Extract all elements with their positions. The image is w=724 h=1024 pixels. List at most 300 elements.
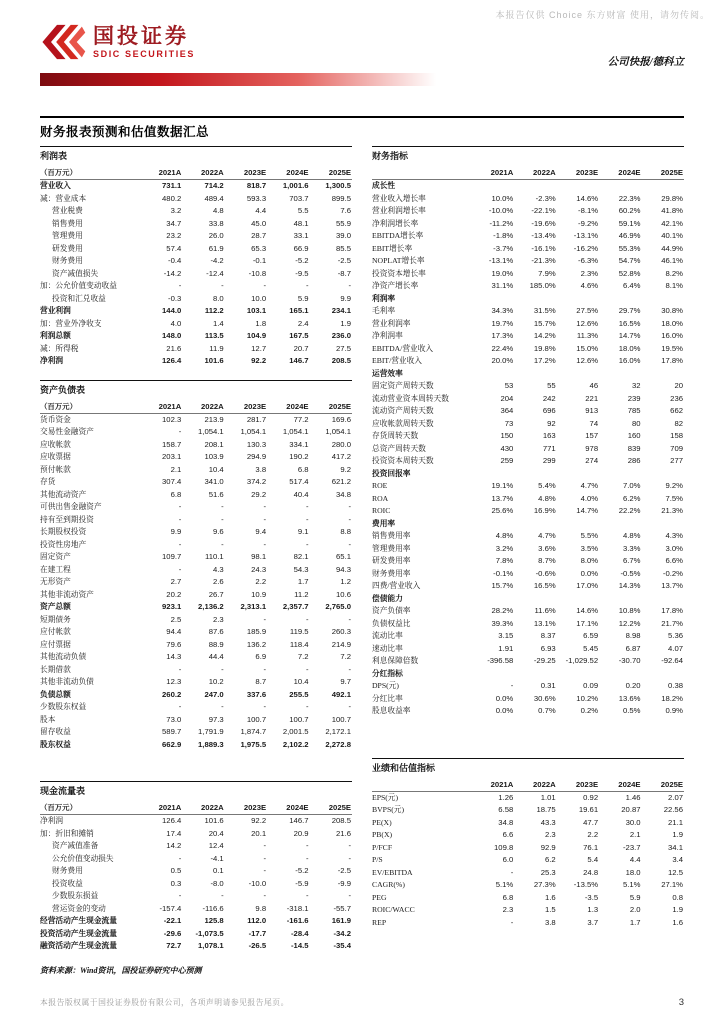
row-value: 101.6 <box>204 816 224 825</box>
row-value: 0.8 <box>672 892 683 902</box>
row-value: -9.2% <box>578 218 599 228</box>
table-row <box>372 193 684 206</box>
row-value: 1.26 <box>498 792 514 802</box>
table-row <box>372 630 684 643</box>
row-value: 10.4 <box>293 677 309 686</box>
row-value: 52.8% <box>618 268 641 278</box>
row-value: 26.0 <box>208 231 224 240</box>
section-label: 投资回报率 <box>372 468 411 478</box>
table-row <box>40 205 352 218</box>
row-value: 260.3 <box>331 627 351 636</box>
table-row <box>372 405 684 418</box>
row-value: 40.1% <box>661 231 683 240</box>
row-value: 21.6 <box>336 828 351 838</box>
row-value: 55.9 <box>336 218 351 228</box>
row-label: 固定资产周转天数 <box>372 381 434 390</box>
page-number: 3 <box>678 997 684 1008</box>
table-row <box>372 804 684 817</box>
row-value: 88.9 <box>208 639 224 649</box>
row-value: 28.7 <box>251 231 267 240</box>
table-row <box>372 343 684 356</box>
row-value: 14.6% <box>576 606 599 615</box>
row-label: 管理费用 <box>52 231 83 240</box>
row-value: 1,300.5 <box>325 181 351 190</box>
table-row <box>372 305 684 318</box>
row-label: 分红比率 <box>372 693 403 703</box>
row-value: 48.1 <box>293 218 309 228</box>
row-value: 2.2 <box>255 577 267 586</box>
row-value: 1.46 <box>625 792 641 802</box>
row-label: CAGR(%) <box>372 880 405 889</box>
row-value: -318.1 <box>286 903 309 913</box>
table-row <box>40 355 352 368</box>
table-row <box>372 243 684 256</box>
row-label: 加：营业外净收支 <box>40 318 102 328</box>
row-value: 4.8 <box>213 206 224 215</box>
row-value: -22.1% <box>531 206 556 215</box>
row-value: 480.2 <box>162 193 182 203</box>
brand-name: 国投证券 <box>93 24 189 48</box>
row-value: - <box>348 702 351 711</box>
table-years-row <box>40 400 352 414</box>
row-value: 9.7 <box>340 677 351 686</box>
row-value: 12.4 <box>208 841 224 850</box>
table-years-row <box>372 166 684 180</box>
year-header: 2025E <box>310 400 352 414</box>
row-value: 54.7% <box>618 256 641 265</box>
row-value: 14.2 <box>166 841 182 850</box>
table-row <box>40 330 352 343</box>
row-value: 430 <box>500 443 514 453</box>
table-row <box>40 701 352 714</box>
row-value: 112.2 <box>204 306 224 315</box>
table-row <box>372 705 684 718</box>
row-value: 65.3 <box>251 243 267 253</box>
left-column <box>40 146 352 976</box>
row-value: - <box>221 664 224 674</box>
row-value: 8.0% <box>580 556 599 565</box>
row-value: 22.3% <box>618 193 641 203</box>
row-value: 17.2% <box>533 356 556 365</box>
row-value: 7.8% <box>495 556 514 565</box>
table-row <box>40 940 352 953</box>
row-value: 492.1 <box>331 689 351 699</box>
table-row <box>40 255 352 268</box>
row-value: 4.0% <box>580 493 599 503</box>
row-value: 34.8 <box>498 817 514 827</box>
year-header: 2021A <box>472 778 514 792</box>
row-value: 4.0 <box>170 318 182 328</box>
row-value: 16.9% <box>533 506 556 515</box>
row-value: 22.4% <box>491 343 514 353</box>
row-value: 10.6 <box>336 589 351 599</box>
table-row <box>372 693 684 706</box>
table-unit: （百万元） <box>40 801 140 815</box>
row-value: - <box>178 564 182 574</box>
table-row <box>40 268 352 281</box>
table-row <box>372 817 684 830</box>
row-label: ROA <box>372 493 389 503</box>
table-row <box>40 280 352 293</box>
table-section-row <box>372 593 684 606</box>
row-value: 12.7 <box>251 343 267 353</box>
row-value: -10.8 <box>248 268 267 278</box>
row-value: -2.5 <box>337 866 351 875</box>
row-value: 118.4 <box>289 639 309 649</box>
row-value: 978 <box>585 443 599 453</box>
row-value: 18.0 <box>625 867 641 877</box>
table-years-row <box>372 778 684 792</box>
row-label: 存货周转天数 <box>372 431 419 440</box>
table-row <box>40 739 352 752</box>
row-value: -0.1% <box>493 568 514 578</box>
row-value: 4.8% <box>538 493 556 503</box>
row-label: 投资资本周转天数 <box>372 456 434 465</box>
row-value: 274 <box>585 456 599 465</box>
row-value: 31.5% <box>533 306 556 315</box>
row-label: 投资性房地产 <box>40 539 87 549</box>
row-value: 7.6 <box>340 206 351 215</box>
row-value: 6.58 <box>498 805 514 814</box>
row-label: 可供出售金融资产 <box>40 502 102 511</box>
row-value: 2.07 <box>668 792 683 802</box>
row-value: 5.36 <box>668 631 683 640</box>
row-value: 1.7 <box>297 577 309 586</box>
row-value: 160 <box>627 431 641 440</box>
row-value: - <box>178 664 182 674</box>
table-title-row <box>40 782 352 802</box>
row-value: - <box>221 539 224 549</box>
row-value: -3.5 <box>584 892 599 902</box>
row-label: EBITDA/营业收入 <box>372 343 434 353</box>
row-value: 10.2% <box>576 693 599 703</box>
row-label: 应收帐款 <box>40 439 71 449</box>
table-section-row <box>372 368 684 381</box>
row-value: -13.1% <box>573 231 599 240</box>
table-row <box>372 505 684 518</box>
row-value: 17.8% <box>661 606 683 615</box>
table-row <box>40 614 352 627</box>
row-value: - <box>221 702 224 711</box>
row-value: 13.7% <box>491 493 514 503</box>
table-row <box>40 526 352 539</box>
table-row <box>40 689 352 702</box>
row-value: 899.5 <box>331 193 351 203</box>
row-value: 44.9% <box>661 243 683 253</box>
row-label: 净利润率 <box>372 331 403 340</box>
row-label: EV/EBITDA <box>372 867 413 877</box>
row-value: 9.2 <box>340 464 351 474</box>
row-value: 2.1 <box>170 464 182 474</box>
row-value: 1.9 <box>672 830 683 839</box>
row-value: 25.3 <box>540 867 556 877</box>
row-value: 0.31 <box>540 681 556 690</box>
table-title: 现金流量表 <box>40 782 352 802</box>
red-gradient-bar <box>40 73 436 86</box>
row-value: 79.6 <box>166 639 182 649</box>
row-value: 45.0 <box>251 218 267 228</box>
row-value: 14.6% <box>576 193 599 203</box>
row-label: 加：公允价值变动收益 <box>40 281 117 290</box>
table-row <box>40 664 352 677</box>
row-value: 14.7% <box>618 331 641 340</box>
row-value: 1,054.1 <box>282 427 309 436</box>
row-value: 6.87 <box>625 643 641 653</box>
row-value: 51.6 <box>208 489 224 499</box>
row-value: 489.4 <box>204 193 224 203</box>
row-value: 208.5 <box>331 816 351 825</box>
row-value: - <box>348 281 351 290</box>
row-label: 长期股权投资 <box>40 527 87 536</box>
row-value: 6.6 <box>502 830 514 839</box>
row-value: 5.5% <box>580 531 599 540</box>
table-row <box>40 193 352 206</box>
row-value: 2.3 <box>545 830 556 839</box>
row-label: 其他流动资产 <box>40 489 87 499</box>
row-value: 92.9 <box>540 842 556 852</box>
row-value: -8.0 <box>210 878 224 888</box>
row-value: 34.8 <box>336 489 351 499</box>
row-value: 6.0 <box>502 855 514 864</box>
table-row <box>372 791 684 804</box>
row-label: 股息收益率 <box>372 706 411 715</box>
row-label: BVPS(元) <box>372 805 405 814</box>
row-value: 15.7% <box>533 318 556 328</box>
table-row <box>372 530 684 543</box>
row-value: 76.1 <box>583 842 599 852</box>
row-value: 204 <box>500 393 514 403</box>
row-value: 119.5 <box>289 627 309 636</box>
row-value: 6.8 <box>297 464 309 474</box>
row-value: 6.4% <box>623 281 641 290</box>
row-value: 87.6 <box>208 627 224 636</box>
row-value: 731.1 <box>162 181 182 190</box>
year-header: 2023E <box>225 400 267 414</box>
row-value: -2.3% <box>535 193 556 203</box>
row-label: P/S <box>372 855 383 864</box>
table-row <box>40 476 352 489</box>
table-row <box>372 842 684 855</box>
row-value: 100.7 <box>246 714 267 724</box>
row-value: - <box>348 841 351 850</box>
row-value: - <box>348 614 351 624</box>
income-statement-table <box>40 146 352 368</box>
row-value: - <box>348 891 351 900</box>
row-value: -9.5 <box>295 268 309 278</box>
row-value: 20.4 <box>208 828 224 838</box>
row-value: 39.3% <box>491 618 514 628</box>
row-value: 13.7% <box>661 581 683 590</box>
row-label: 销售费用率 <box>372 531 411 540</box>
row-label: 应收票据 <box>40 452 71 461</box>
row-label: 其他流动负债 <box>40 652 87 661</box>
row-label: 预付帐款 <box>40 464 71 474</box>
row-value: 5.1% <box>495 880 514 889</box>
row-value: 4.6% <box>580 281 599 290</box>
row-value: 307.4 <box>162 477 182 486</box>
table-section-row <box>372 293 684 306</box>
row-label: 营业税费 <box>52 206 83 215</box>
content-columns <box>40 146 684 976</box>
table-row <box>372 580 684 593</box>
table-row <box>372 605 684 618</box>
row-value: -29.25 <box>533 656 556 665</box>
row-value: 5.5 <box>297 206 309 215</box>
row-value: 57.4 <box>166 243 182 253</box>
row-label: 营业收入 <box>40 181 71 190</box>
table-row <box>40 551 352 564</box>
row-label: 应收帐款周转天数 <box>372 418 434 428</box>
row-value: 16.5% <box>533 581 556 590</box>
row-label: 资产减值损失 <box>52 268 99 278</box>
row-value: - <box>305 841 309 850</box>
row-value: -2.5 <box>337 256 351 265</box>
row-value: - <box>348 664 351 674</box>
table-row <box>372 393 684 406</box>
row-value: - <box>305 702 309 711</box>
row-value: 55 <box>547 381 556 390</box>
table-row <box>372 680 684 693</box>
year-header: 2022A <box>514 778 556 792</box>
row-value: 1,889.3 <box>198 739 224 749</box>
row-value: 6.8 <box>170 489 182 499</box>
row-value: -55.7 <box>333 903 351 913</box>
table-row <box>40 426 352 439</box>
row-value: 31.1% <box>491 281 514 290</box>
row-value: -4.2 <box>210 256 224 265</box>
row-value: -157.4 <box>159 903 182 913</box>
row-value: 2,001.5 <box>282 727 309 736</box>
row-label: REP <box>372 917 387 927</box>
table-section-row <box>372 668 684 681</box>
row-label: 应付票据 <box>40 639 71 649</box>
year-header: 2025E <box>310 801 352 815</box>
row-value: 1.9 <box>340 318 351 328</box>
page-footer <box>40 997 684 1008</box>
table-row <box>372 430 684 443</box>
row-value: - <box>305 853 309 863</box>
row-label: 财务费用 <box>52 256 83 265</box>
row-label: 营业利润增长率 <box>372 206 426 215</box>
row-value: -1,073.5 <box>195 928 224 938</box>
table-row <box>40 815 352 828</box>
row-value: 28.2% <box>491 606 514 615</box>
row-value: 7.5% <box>665 493 683 503</box>
brand-logo <box>40 24 195 60</box>
row-label: 流动资产周转天数 <box>372 406 434 415</box>
row-label: 负债总额 <box>40 689 71 699</box>
row-value: 0.38 <box>668 681 683 690</box>
row-value: 185.0% <box>529 281 556 290</box>
year-header: 2025E <box>642 778 684 792</box>
year-header: 2021A <box>140 801 182 815</box>
row-value: 17.1% <box>576 618 599 628</box>
row-value: -9.9 <box>337 878 351 888</box>
table-row <box>372 280 684 293</box>
table-years-row <box>40 166 352 180</box>
row-value: 110.1 <box>205 552 224 561</box>
row-value: 54.3 <box>293 564 309 574</box>
row-value: 18.2% <box>661 693 683 703</box>
row-value: -26.5 <box>248 941 267 950</box>
row-value: 7.9% <box>538 268 556 278</box>
row-value: 6.2% <box>623 493 641 503</box>
row-value: 21.1 <box>668 817 683 827</box>
section-label: 利润率 <box>372 293 396 303</box>
row-label: EPS(元) <box>372 792 399 802</box>
row-value: 163 <box>542 431 556 440</box>
row-value: -14.2 <box>163 268 182 278</box>
row-value: 25.6% <box>491 506 514 515</box>
table-section-row <box>372 518 684 531</box>
row-label: 投资收益 <box>52 878 83 888</box>
table-row <box>40 626 352 639</box>
table-row <box>372 917 684 930</box>
row-value: 1,054.1 <box>325 427 351 436</box>
row-value: 165.1 <box>289 306 309 315</box>
row-value: 1,975.5 <box>240 739 267 749</box>
row-value: 242 <box>542 393 556 403</box>
table-row <box>372 443 684 456</box>
table-row <box>40 676 352 689</box>
row-value: - <box>263 866 267 875</box>
row-value: 247.0 <box>204 689 224 699</box>
table-row <box>372 867 684 880</box>
row-value: 20.0% <box>491 356 514 365</box>
row-value: - <box>221 281 224 290</box>
row-value: -5.2 <box>295 256 309 265</box>
row-value: - <box>305 891 309 900</box>
row-value: 771 <box>542 443 556 453</box>
row-value: -11.2% <box>489 218 514 228</box>
row-label: 管理费用率 <box>372 543 411 553</box>
row-value: -10.0% <box>488 206 514 215</box>
row-value: 203.1 <box>162 452 182 461</box>
row-value: 85.5 <box>336 243 351 253</box>
row-value: 0.92 <box>583 792 599 802</box>
row-value: -1.8% <box>493 231 514 240</box>
row-value: 19.8% <box>533 343 556 353</box>
row-value: -19.6% <box>531 218 556 228</box>
year-header: 2024E <box>599 778 641 792</box>
watermark-text: 本报告仅供 Choice 东方财富 使用，请勿传阅。 <box>495 10 710 20</box>
row-value: - <box>263 502 267 511</box>
row-value: -22.1 <box>163 916 182 925</box>
row-value: 3.8 <box>255 464 267 474</box>
row-value: 109.8 <box>494 842 514 852</box>
table-row <box>40 501 352 514</box>
row-value: 15.0% <box>576 343 599 353</box>
row-value: 101.6 <box>204 356 224 365</box>
table-title: 资产负债表 <box>40 380 352 400</box>
row-value: 1.5 <box>545 905 556 914</box>
table-row <box>40 180 352 193</box>
row-value: 112.0 <box>247 916 267 925</box>
row-value: 2.4 <box>297 318 309 328</box>
row-value: 662.9 <box>162 739 182 749</box>
row-value: 818.7 <box>246 181 267 190</box>
row-value: 0.7% <box>538 706 556 715</box>
row-value: 73.0 <box>166 714 182 724</box>
row-value: 22.56 <box>663 805 683 814</box>
row-label: 资产总额 <box>40 602 71 611</box>
row-label: PB(X) <box>372 830 393 839</box>
table-row <box>40 489 352 502</box>
brand-subtitle: SDIC SECURITIES <box>93 49 196 59</box>
row-label: 持有至到期投资 <box>40 514 94 524</box>
row-value: 1.7 <box>629 917 641 927</box>
table-row <box>40 714 352 727</box>
